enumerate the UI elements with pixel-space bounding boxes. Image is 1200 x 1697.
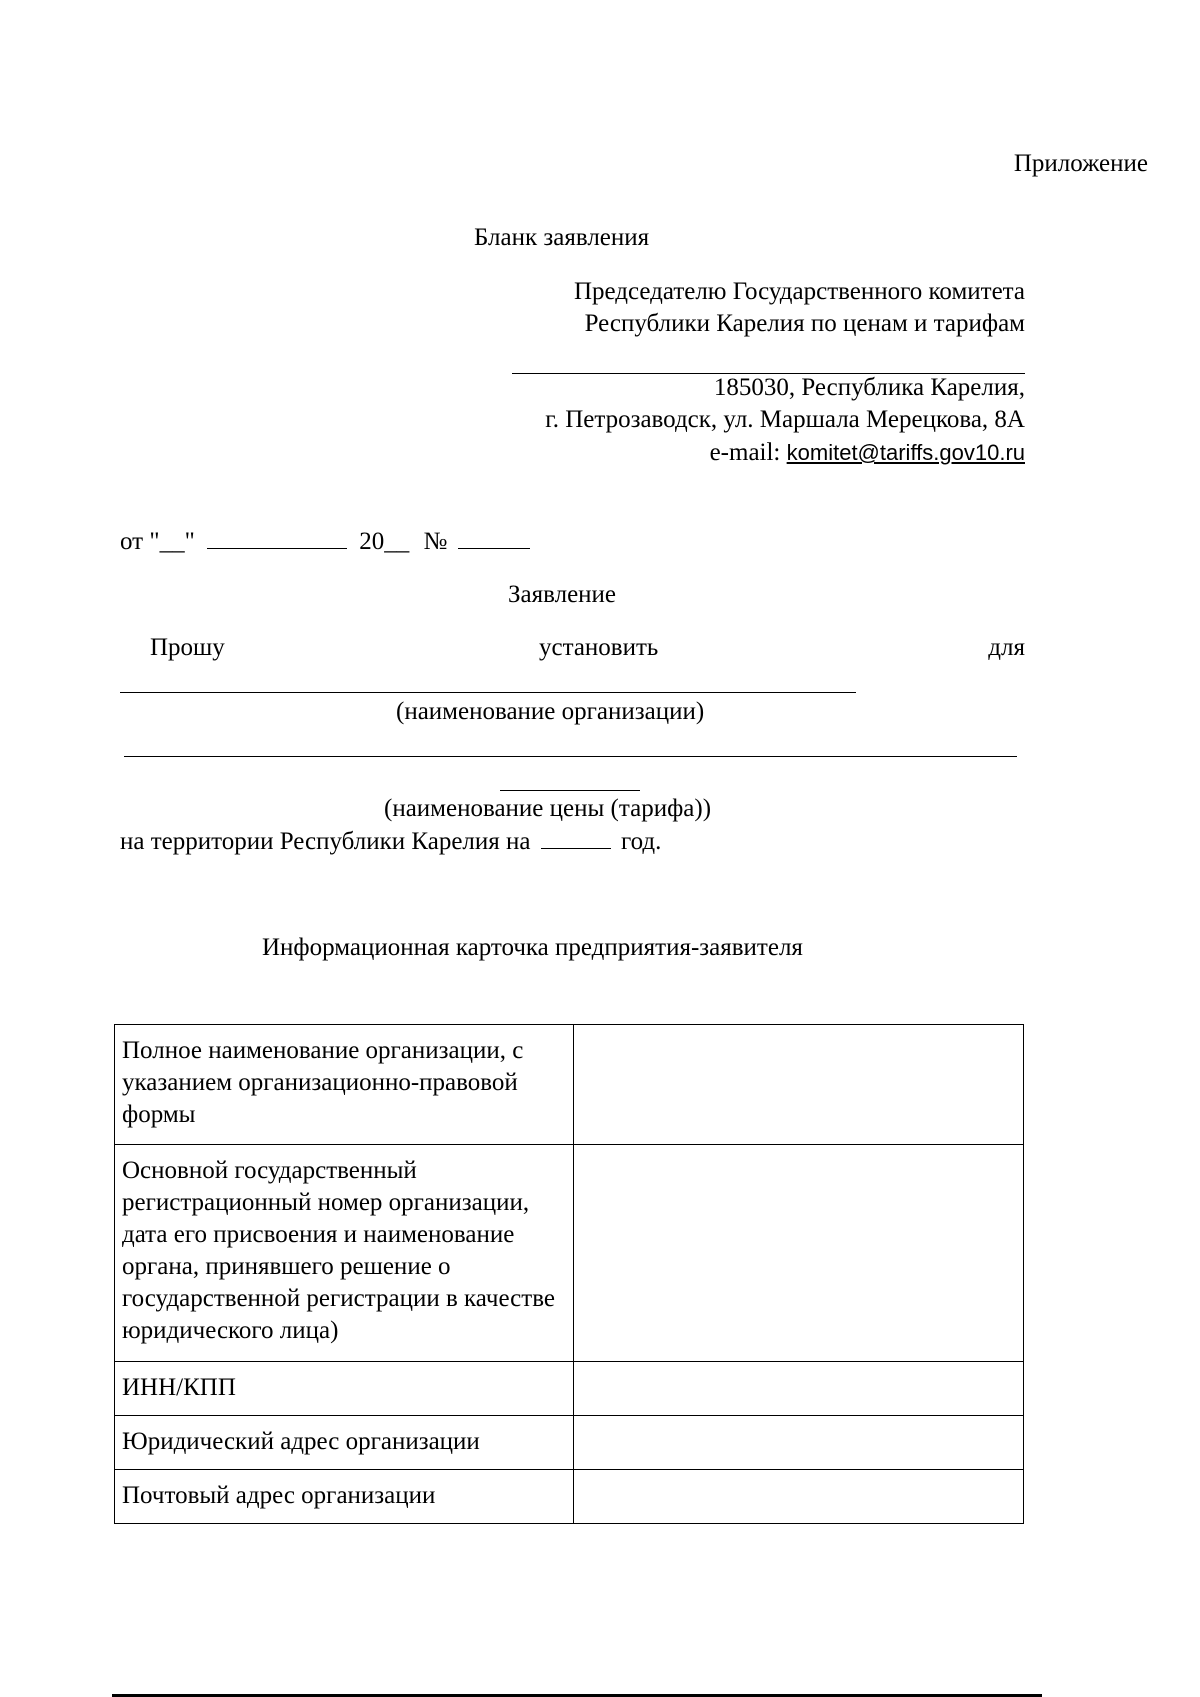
- org-name-caption: (наименование организации): [396, 698, 705, 725]
- email-link[interactable]: komitet@tariffs.gov10.ru: [786, 440, 1025, 465]
- application-title: Заявление: [508, 581, 617, 608]
- request-word-ustanovit: установить: [539, 634, 659, 661]
- territory-year-suffix: год.: [621, 828, 662, 855]
- addressee-line-1: Председателю Государственного комитета: [573, 278, 1025, 305]
- territory-year-blank: [541, 826, 611, 849]
- row-value-inn-kpp[interactable]: [574, 1362, 1024, 1416]
- table-row: [115, 1362, 1024, 1416]
- row-label-postal-address: Почтовый адрес организации: [115, 1470, 574, 1524]
- address-line-2: г. Петрозаводск, ул. Маршала Мерецкова, 8А: [545, 406, 1025, 433]
- row-value-legal-address[interactable]: [574, 1416, 1024, 1470]
- price-name-caption: (наименование цены (тарифа)): [384, 795, 712, 822]
- territory-line: [120, 826, 661, 858]
- date-from: от ": [120, 528, 160, 555]
- table-row: [115, 1470, 1024, 1524]
- form-title: Бланк заявления: [474, 224, 650, 251]
- card-title: Информационная карточка предприятия-заявителя: [262, 934, 803, 961]
- row-value-postal-address[interactable]: [574, 1470, 1024, 1524]
- date-number-line: [120, 526, 530, 558]
- price-name-line-2: [500, 790, 640, 791]
- price-name-line-1: [124, 756, 1017, 757]
- date-year-blank: __: [384, 528, 410, 555]
- row-value-ogrn[interactable]: [574, 1145, 1024, 1362]
- row-label-ogrn: Основной государственный регистрационный номер организации, дата его присвоения и наименование органа, принявшего решение о государственной регистрации в качестве юридического лица): [115, 1145, 574, 1362]
- date-quote: ": [184, 528, 195, 555]
- table-row: [115, 1145, 1024, 1362]
- email-line: [710, 437, 1025, 469]
- row-label-inn-kpp: ИНН/КПП: [115, 1362, 574, 1416]
- email-label: e-mail:: [709, 439, 787, 466]
- row-label-legal-address: Юридический адрес организации: [115, 1416, 574, 1470]
- addressee-line-2: Республики Карелия по ценам и тарифам: [584, 310, 1025, 337]
- number-blank: [458, 526, 530, 549]
- date-day-blank: __: [159, 528, 185, 555]
- territory-text: на территории Республики Карелия на: [120, 828, 531, 855]
- appendix-label: Приложение: [1013, 150, 1148, 177]
- table-row: [115, 1025, 1024, 1145]
- row-value-full-name[interactable]: [574, 1025, 1024, 1145]
- date-year-prefix: 20: [359, 528, 385, 555]
- info-card-table: [114, 1024, 1024, 1524]
- address-line-1: 185030, Республика Карелия,: [713, 374, 1025, 401]
- org-name-line: [120, 692, 856, 693]
- number-sign: №: [423, 528, 448, 555]
- row-label-full-name: Полное наименование организации, с указанием организационно-правовой формы: [115, 1025, 574, 1145]
- date-month-blank: [207, 526, 347, 549]
- request-word-prosu: Прошу: [150, 634, 225, 661]
- table-row: [115, 1416, 1024, 1470]
- request-word-dlya: для: [988, 634, 1025, 661]
